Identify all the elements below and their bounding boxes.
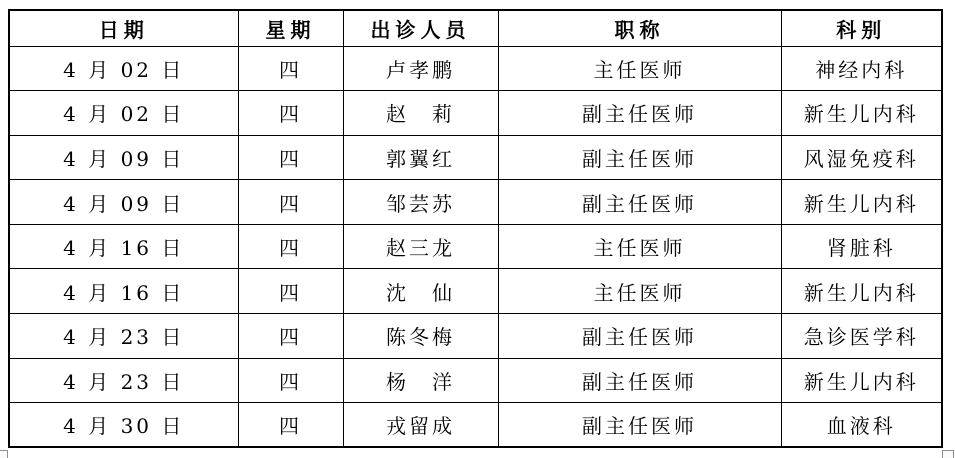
cell-weekday: 四 <box>238 403 343 448</box>
cell-weekday: 四 <box>238 269 343 314</box>
cell-doctor: 赵三龙 <box>343 224 498 269</box>
cell-title: 副主任医师 <box>498 180 781 225</box>
cell-date: 4 月 23 日 <box>9 358 238 403</box>
cell-department: 新生儿内科 <box>781 91 942 136</box>
cell-title: 主任医师 <box>498 224 781 269</box>
cell-weekday: 四 <box>238 46 343 91</box>
cell-date: 4 月 30 日 <box>9 403 238 448</box>
cell-department: 新生儿内科 <box>781 269 942 314</box>
cell-doctor: 杨 洋 <box>343 358 498 403</box>
cell-department: 神经内科 <box>781 46 942 91</box>
table-row <box>9 403 942 448</box>
table-row <box>9 269 942 314</box>
column-header-title: 职称 <box>498 10 781 46</box>
cell-department: 血液科 <box>781 403 942 448</box>
cell-weekday: 四 <box>238 358 343 403</box>
column-header-date: 日期 <box>9 10 238 46</box>
cell-weekday: 四 <box>238 135 343 180</box>
cell-department: 肾脏科 <box>781 224 942 269</box>
cell-title: 副主任医师 <box>498 358 781 403</box>
cell-title: 副主任医师 <box>498 91 781 136</box>
cell-title: 副主任医师 <box>498 135 781 180</box>
cell-title: 副主任医师 <box>498 403 781 448</box>
cell-doctor: 邹芸苏 <box>343 180 498 225</box>
table-resize-handle[interactable] <box>942 450 954 458</box>
cell-date: 4 月 16 日 <box>9 224 238 269</box>
cell-doctor: 沈 仙 <box>343 269 498 314</box>
cell-weekday: 四 <box>238 314 343 359</box>
cell-weekday: 四 <box>238 91 343 136</box>
table-row <box>9 358 942 403</box>
page-corner-mark <box>0 450 8 458</box>
cell-doctor: 戎留成 <box>343 403 498 448</box>
cell-department: 新生儿内科 <box>781 180 942 225</box>
cell-date: 4 月 09 日 <box>9 135 238 180</box>
cell-date: 4 月 02 日 <box>9 46 238 91</box>
cell-department: 新生儿内科 <box>781 358 942 403</box>
table-row <box>9 135 942 180</box>
cell-title: 主任医师 <box>498 269 781 314</box>
cell-department: 急诊医学科 <box>781 314 942 359</box>
cell-department: 风湿免疫科 <box>781 135 942 180</box>
table-row <box>9 314 942 359</box>
cell-doctor: 卢孝鹏 <box>343 46 498 91</box>
column-header-department: 科别 <box>781 10 942 46</box>
duty-schedule-table <box>8 9 943 448</box>
cell-date: 4 月 23 日 <box>9 314 238 359</box>
header-row <box>9 10 942 46</box>
cell-title: 副主任医师 <box>498 314 781 359</box>
table-row <box>9 46 942 91</box>
cell-date: 4 月 16 日 <box>9 269 238 314</box>
cell-date: 4 月 02 日 <box>9 91 238 136</box>
cell-doctor: 郭翼红 <box>343 135 498 180</box>
cell-weekday: 四 <box>238 180 343 225</box>
cell-doctor: 赵 莉 <box>343 91 498 136</box>
cell-weekday: 四 <box>238 224 343 269</box>
table-row <box>9 224 942 269</box>
column-header-doctor: 出诊人员 <box>343 10 498 46</box>
column-header-weekday: 星期 <box>238 10 343 46</box>
cell-doctor: 陈冬梅 <box>343 314 498 359</box>
table-row <box>9 91 942 136</box>
table-row <box>9 180 942 225</box>
cell-title: 主任医师 <box>498 46 781 91</box>
cell-date: 4 月 09 日 <box>9 180 238 225</box>
